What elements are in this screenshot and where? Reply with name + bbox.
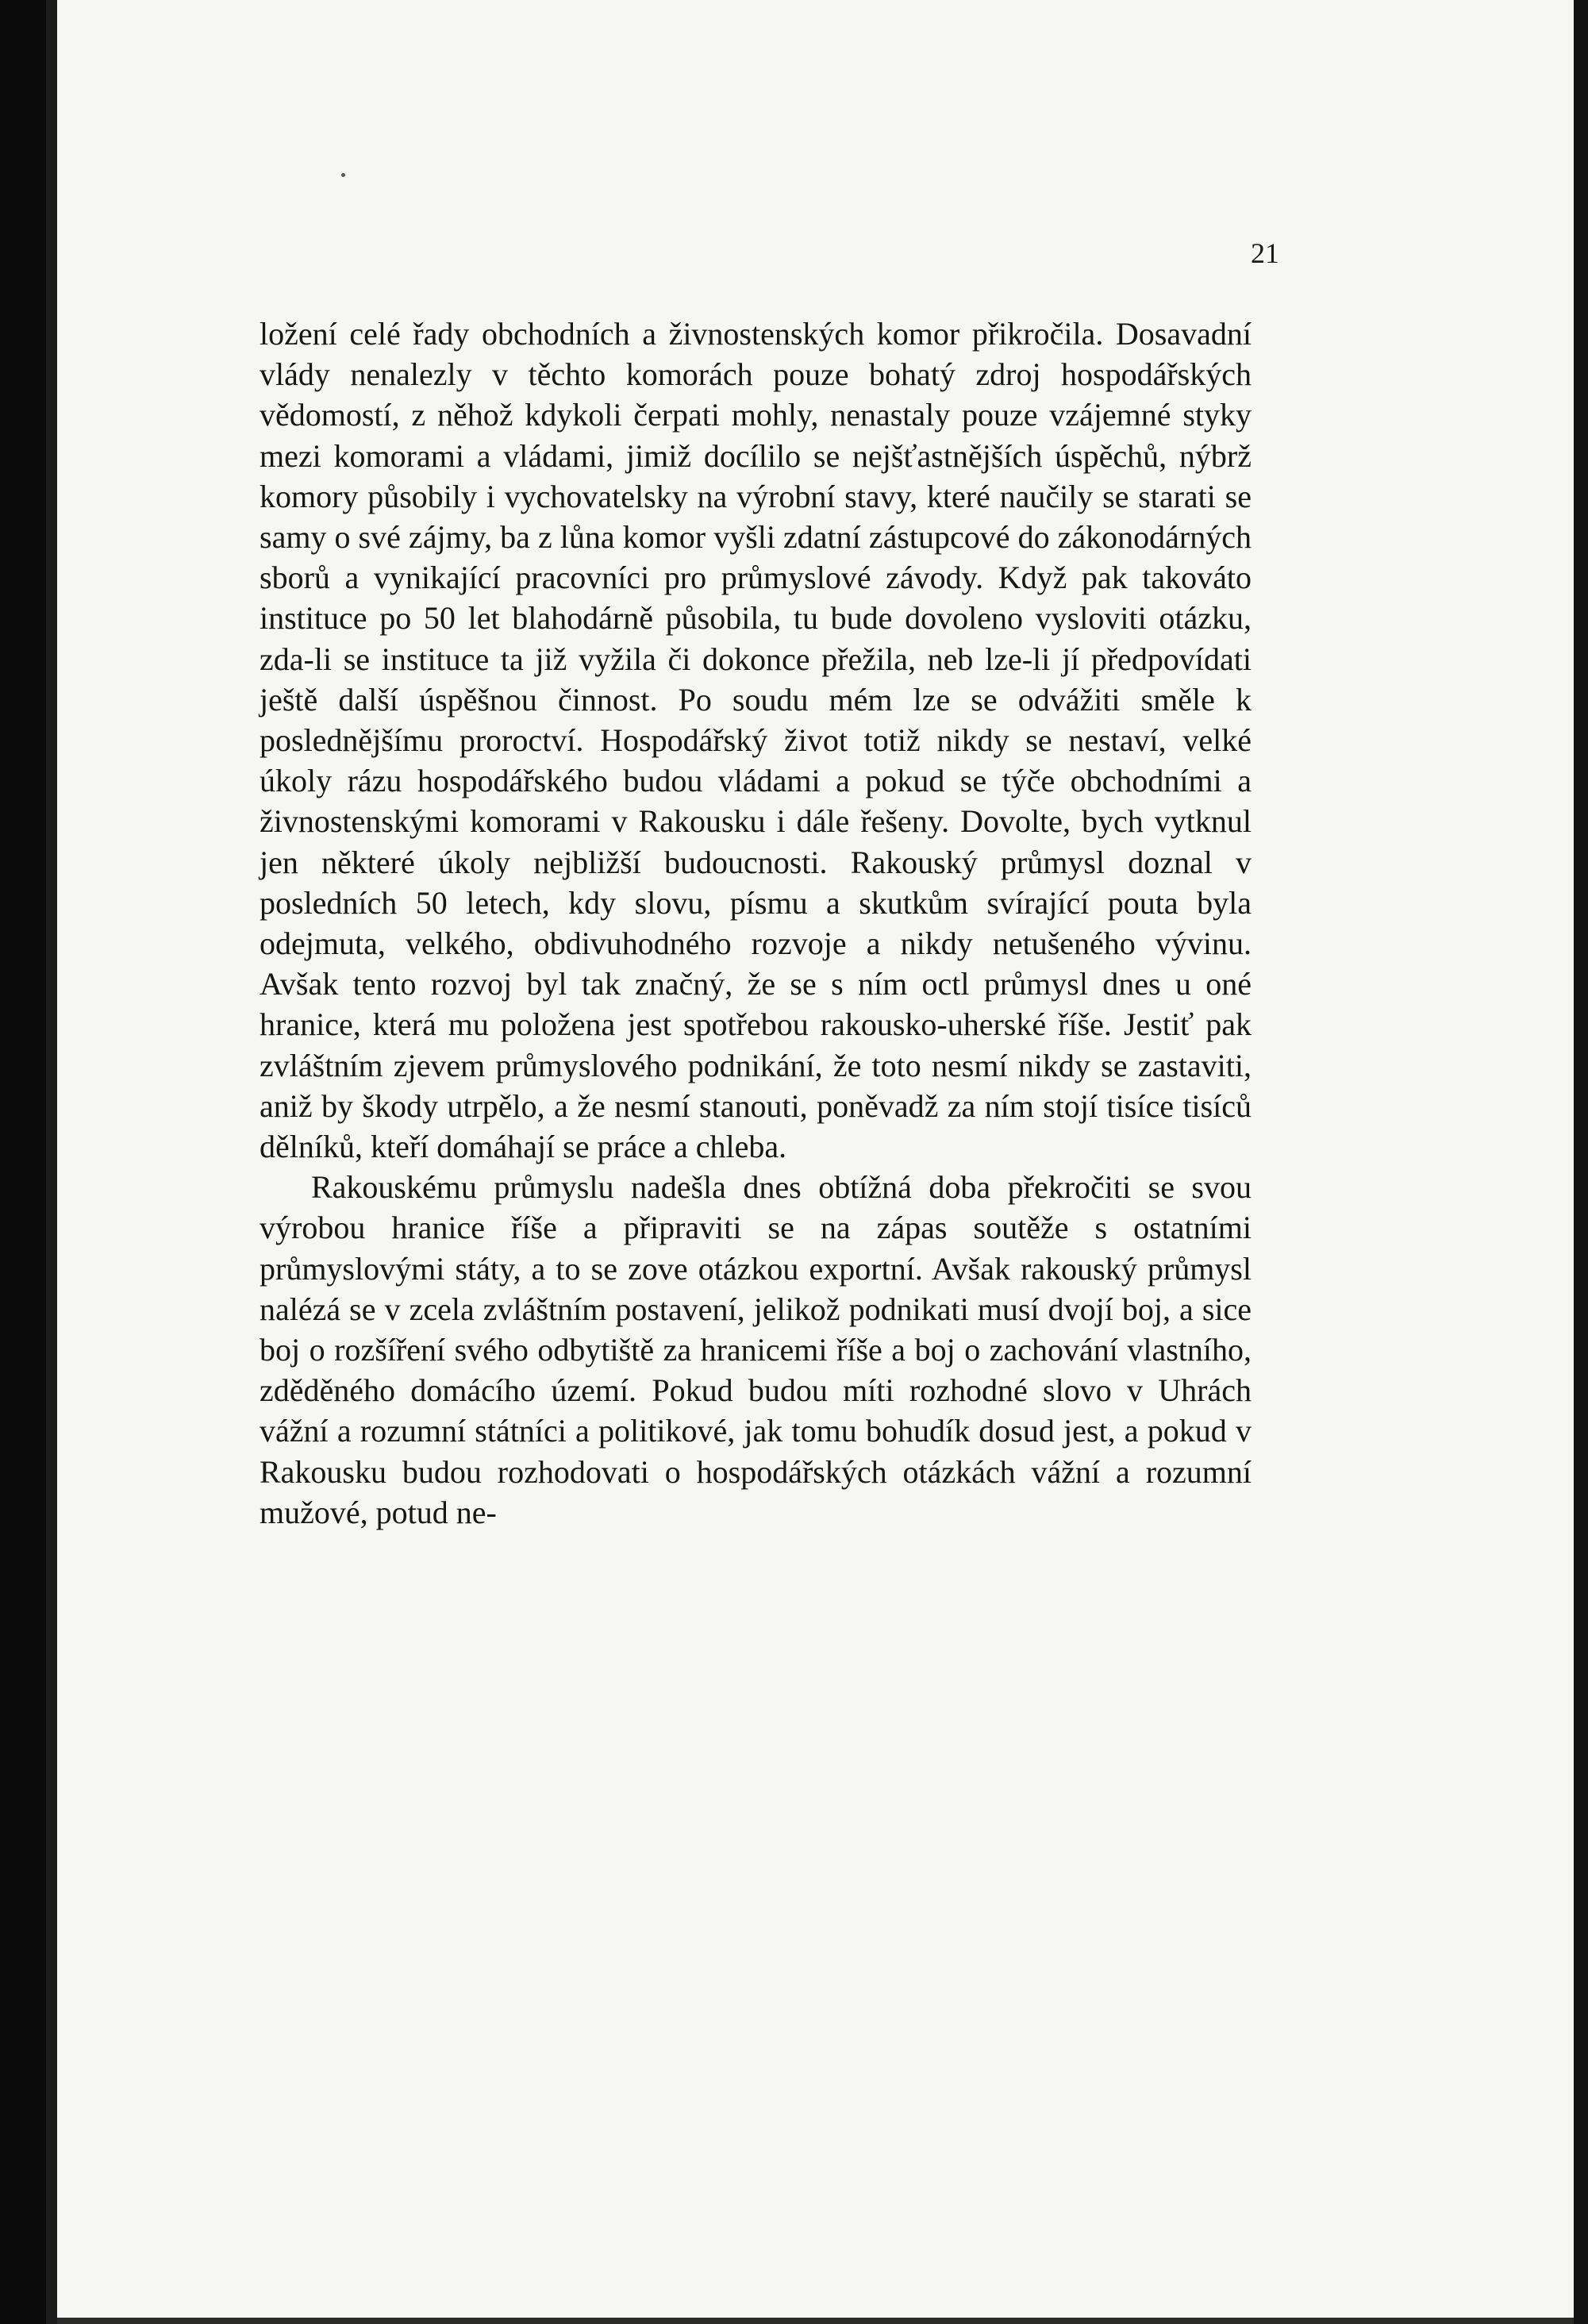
- scan-border-left: [0, 0, 57, 2324]
- book-spine-edge: [46, 0, 57, 2324]
- scan-border-right: [1574, 0, 1588, 2324]
- book-page: [57, 0, 1574, 2318]
- page-number: 21: [1251, 237, 1279, 269]
- scan-border-bottom: [57, 2318, 1574, 2324]
- paper-speck: [341, 173, 345, 177]
- paragraph-1: ložení celé řady obchodních a živnostenských komor přikročila. Dosavadní vlády nenalezly v těchto komorách pouze bohatý zdroj hospodářských vědomostí, z něhož kdykoli čerpati mohly, nenastaly pouze vzájemné styky mezi komorami a vládami, jimiž docílilo se nejšťastnějších úspěchů, nýbrž komory působily i vychovatelsky na výrobní stavy, které naučily se starati se samy o své zájmy, ba z lůna komor vyšli zdatní zástupcové do zákonodárných sborů a vynikající pracovníci pro průmyslové závody. Když pak takováto instituce po 50 let blahodárně působila, tu bude dovoleno vysloviti otázku, zda-li se instituce ta již vyžila či dokonce přežila, neb lze-li jí předpovídati ještě další úspěšnou činnost. Po soudu mém lze se odvážiti směle k poslednějšímu proroctví. Hospodářský život totiž nikdy se nestaví, velké úkoly rázu hospodářského budou vládami a pokud se týče obchodními a živnostenskými komorami v Rakousku i dále řešeny. Dovolte, bych vytknul jen některé úkoly nejbližší budoucnosti. Rakouský průmysl doznal v posledních 50 letech, kdy slovu, písmu a skutkům svírající pouta byla odejmuta, velkého, obdivuhodného rozvoje a nikdy netušeného vývinu. Avšak tento rozvoj byl tak značný, že se s ním octl průmysl dnes u oné hranice, která mu položena jest spotřebou rakousko-uherské říše. Jestiť pak zvláštním zjevem průmyslového podnikání, že toto nesmí nikdy se zastaviti, aniž by škody utrpělo, a že nesmí stanouti, poněvadž za ním stojí tisíce tisíců dělníků, kteří domáhají se práce a chleba.: [260, 316, 1252, 1165]
- body-text: [260, 314, 1252, 1533]
- paragraph-2: Rakouskému průmyslu nadešla dnes obtížná doba překročiti se svou výrobou hranice říše a připraviti se na zápas soutěže s ostatními průmyslovými státy, a to se zove otázkou exportní. Avšak rakouský průmysl nalézá se v zcela zvláštním postavení, jelikož podnikati musí dvojí boj, a sice boj o rozšíření svého odbytiště za hranicemi říše a boj o zachování vlastního, zděděného domácího území. Pokud budou míti rozhodné slovo v Uhrách vážní a rozumní státníci a politikové, jak tomu bohudík dosud jest, a pokud v Rakousku budou rozhodovati o hospodářských otázkách vážní a rozumní mužové, potud ne-: [260, 1169, 1252, 1530]
